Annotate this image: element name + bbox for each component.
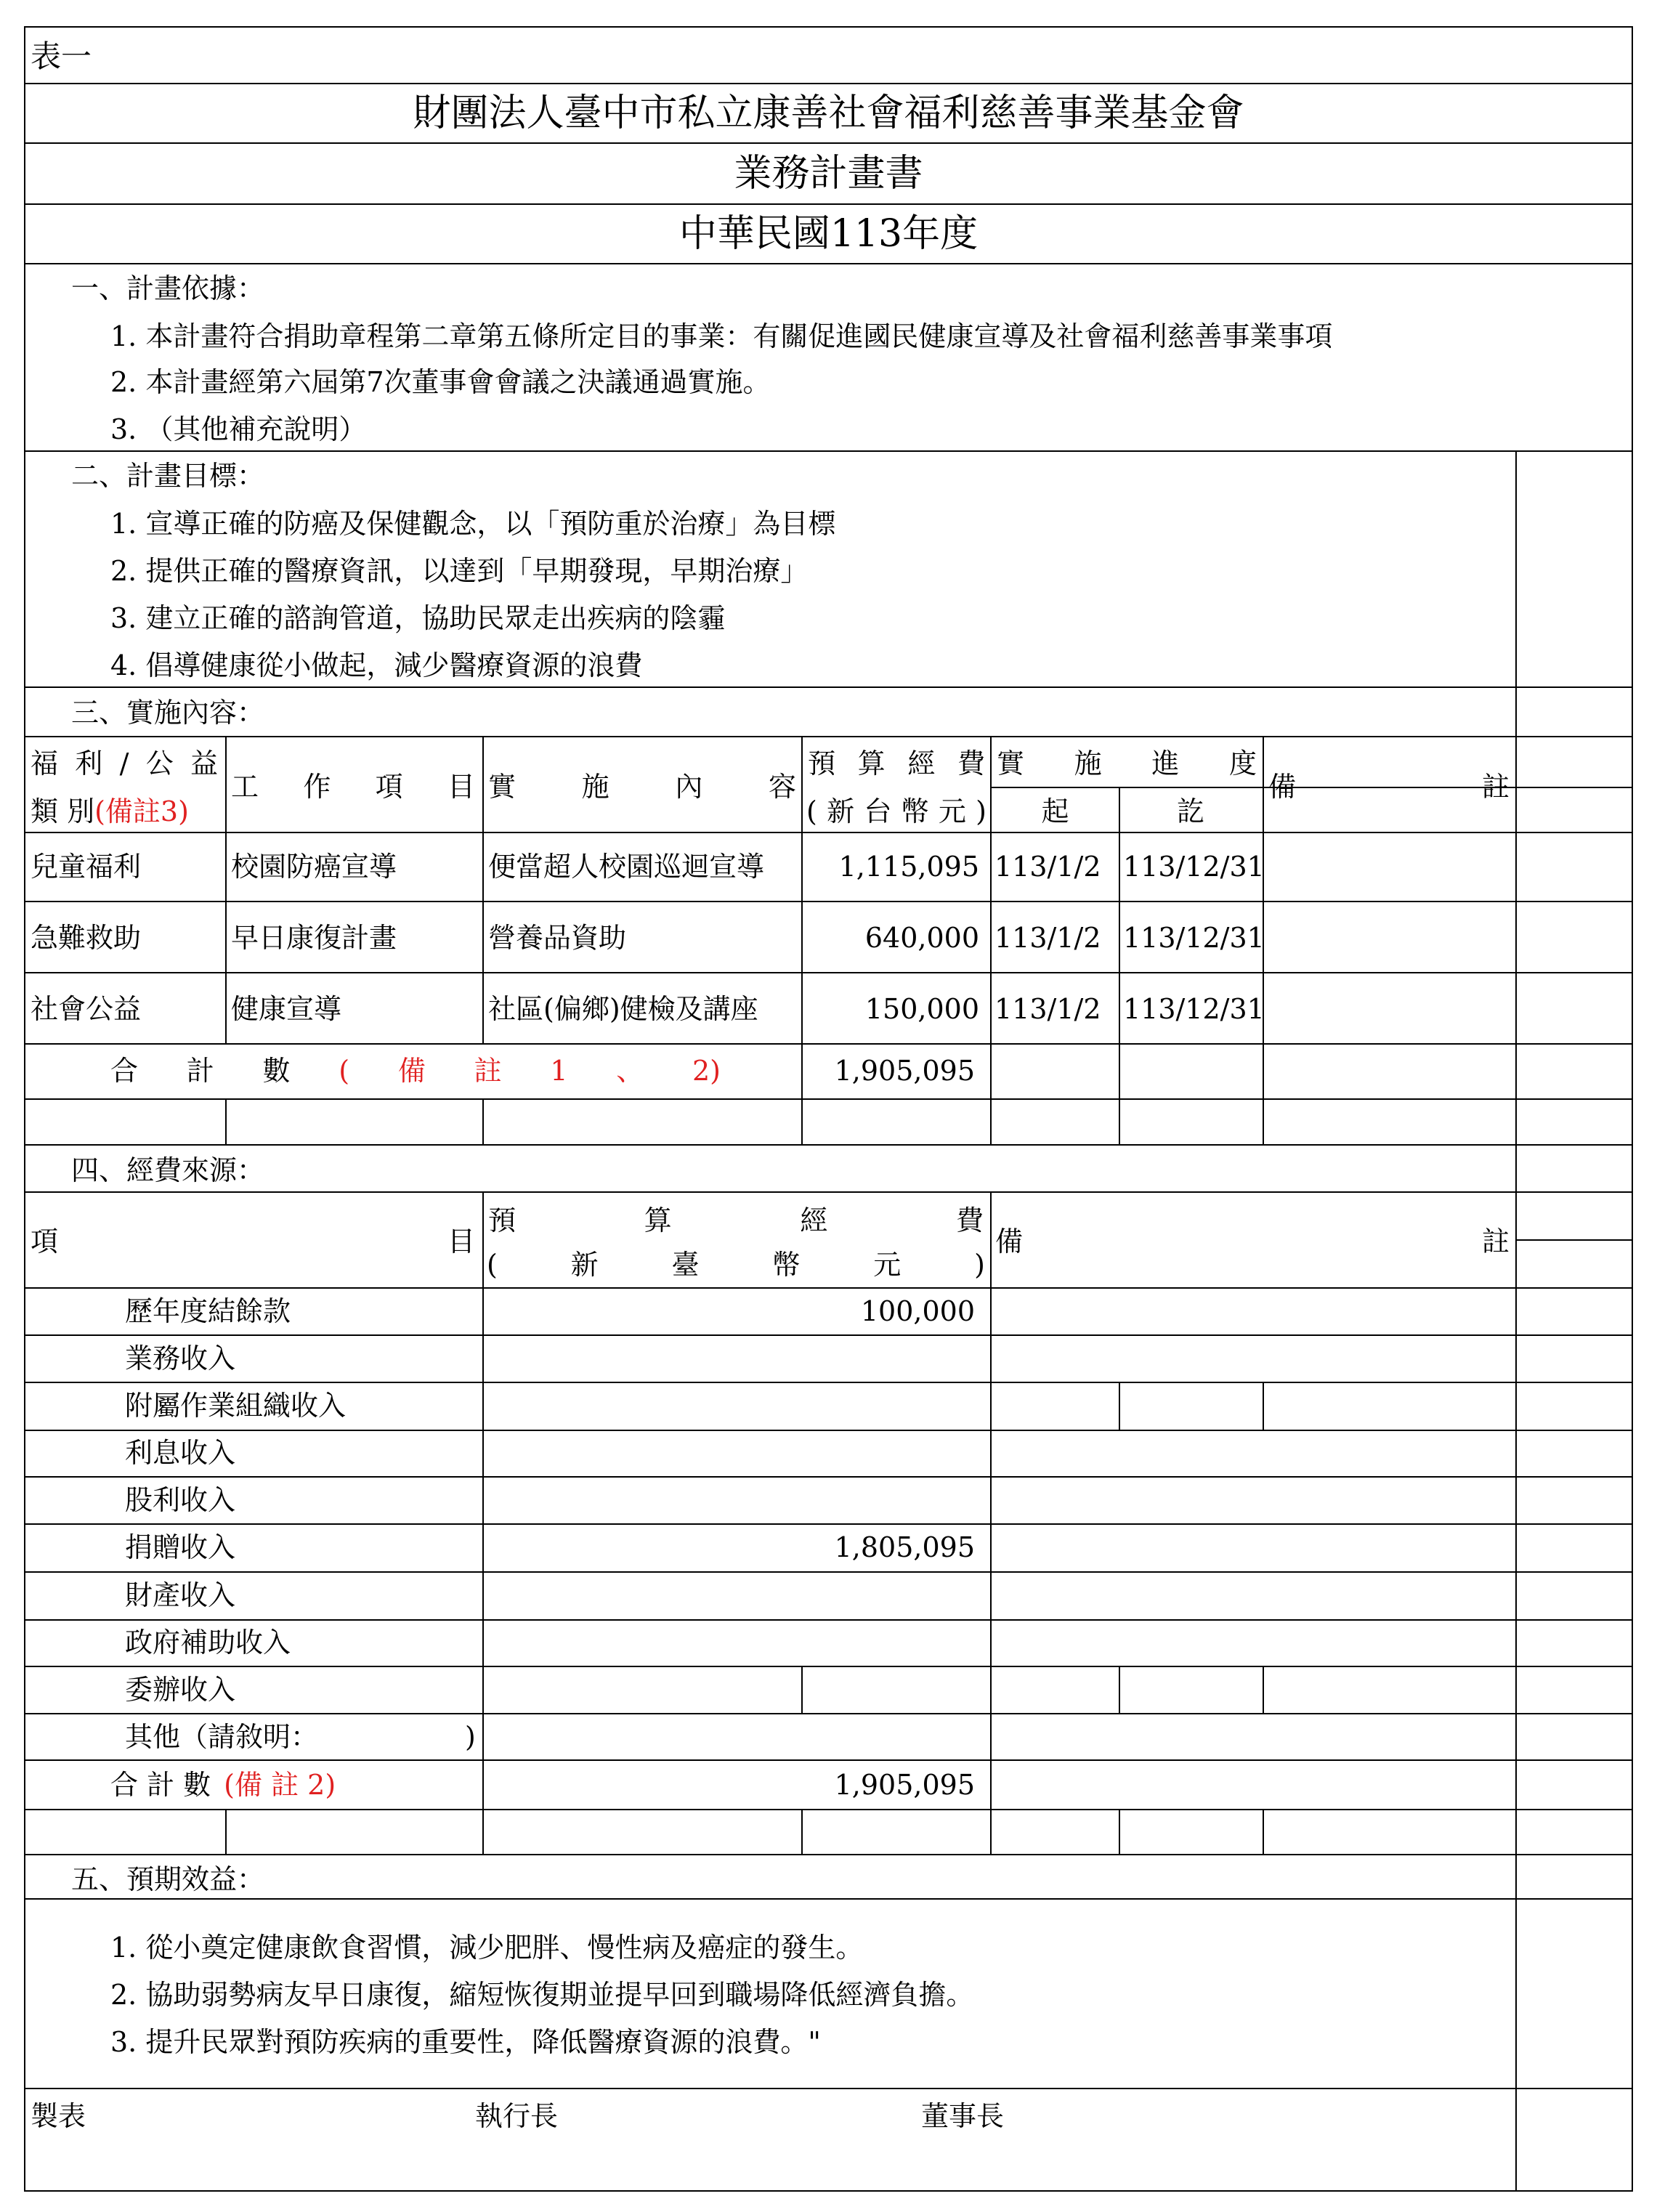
section4-total-label: 合 計 數 (備 註 2) [110, 1769, 336, 1801]
funding-source-label: 捐贈收入 [125, 1531, 236, 1563]
funding-source-label: 財產收入 [125, 1579, 236, 1611]
section2-item: 2. 提供正確的醫療資訊，以達到「早期發現，早期治療」 [110, 555, 809, 587]
funding-source-label: 附屬作業組織收入 [125, 1390, 347, 1422]
section3-heading: 三、實施內容： [71, 697, 265, 729]
budget-header-unit: ( 新 台 幣 元 ) [806, 795, 986, 827]
section2-item: 3. 建立正確的諮詢管道，協助民眾走出疾病的陰霾 [110, 602, 726, 634]
funding-other-label: 其他（請敘明： [125, 1721, 319, 1753]
funding-other-close: ) [465, 1721, 476, 1753]
row-category: 兒童福利 [31, 851, 142, 883]
funding-source-value: 100,000 [860, 1295, 975, 1327]
progress-end-header: 訖 [1176, 795, 1204, 827]
row-start-date: 113/1/2 [994, 993, 1101, 1025]
remarks-header: 備 註 [1268, 771, 1510, 803]
section5-heading: 五、預期效益： [71, 1863, 265, 1895]
category-header-sub: 類 別(備註3) [31, 795, 189, 827]
row-start-date: 113/1/2 [994, 922, 1101, 954]
budget-header: 預 算 經 費 [808, 748, 985, 779]
row-category: 社會公益 [31, 993, 142, 1025]
funding-source-label: 股利收入 [125, 1484, 236, 1516]
fiscal-year: 中華民國113年度 [678, 212, 979, 256]
content-header: 實 施 內 容 [488, 771, 796, 803]
section5-item: 3. 提升民眾對預防疾病的重要性，降低醫療資源的浪費。" [110, 2026, 821, 2058]
progress-start-header: 起 [1041, 795, 1069, 827]
section2-heading: 二、計畫目標： [71, 460, 265, 492]
funding-budget-unit: ( 新 臺 幣 元 ) [487, 1249, 985, 1281]
organization-name: 財團法人臺中市私立康善社會福利慈善事業基金會 [413, 92, 1244, 135]
row-content: 便當超人校園巡迴宣導 [488, 851, 765, 883]
row-content: 營養品資助 [488, 922, 627, 954]
progress-header: 實 施 進 度 [997, 748, 1257, 779]
table-tag: 表一 [31, 39, 92, 74]
signature-prepared-by: 製表 [31, 2100, 86, 2132]
section3-total-value: 1,905,095 [834, 1055, 975, 1087]
funding-source-label: 歷年度結餘款 [125, 1295, 291, 1327]
section2-item: 1. 宣導正確的防癌及保健觀念，以「預防重於治療」為目標 [110, 508, 836, 540]
row-content: 社區(偏鄉)健檢及講座 [488, 993, 758, 1025]
section4-total-value: 1,905,095 [834, 1769, 975, 1801]
row-budget: 150,000 [864, 993, 979, 1025]
signature-ceo: 執行長 [475, 2100, 559, 2132]
funding-budget-header: 預 算 經 費 [488, 1204, 984, 1236]
row-end-date: 113/12/31 [1123, 993, 1265, 1025]
section4-heading: 四、經費來源： [71, 1154, 265, 1186]
section2-item: 4. 倡導健康從小做起，減少醫療資源的浪費 [110, 649, 643, 681]
funding-remarks-header: 備 註 [995, 1225, 1510, 1257]
work-item-header: 工 作 項 目 [231, 771, 475, 803]
funding-source-label: 業務收入 [125, 1342, 236, 1374]
funding-source-label: 政府補助收入 [125, 1626, 291, 1658]
row-category: 急難救助 [31, 922, 142, 954]
section1-item: 1. 本計畫符合捐助章程第二章第五條所定目的事業：有關促進國民健康宣導及社會福利慈善事業事項 [110, 320, 1333, 352]
signature-chairman: 董事長 [921, 2100, 1005, 2132]
funding-source-value: 1,805,095 [834, 1531, 975, 1563]
section1-item: 2. 本計畫經第六屆第7次董事會會議之決議通過實施。 [110, 366, 771, 398]
section3-total-label: 合 計 數 ( 備 註 1 、 2) [110, 1055, 721, 1087]
row-work-item: 健康宣導 [231, 993, 342, 1025]
row-budget: 640,000 [864, 922, 979, 954]
section5-item: 1. 從小奠定健康飲食習慣，減少肥胖、慢性病及癌症的發生。 [110, 1932, 864, 1964]
row-end-date: 113/12/31 [1123, 851, 1265, 883]
category-header: 福 利 / 公 益 [31, 748, 218, 779]
funding-source-label: 委辦收入 [125, 1674, 236, 1706]
funding-item-header: 項 目 [31, 1225, 475, 1257]
row-budget: 1,115,095 [838, 851, 979, 883]
row-start-date: 113/1/2 [994, 851, 1101, 883]
document-title: 業務計畫書 [734, 152, 923, 195]
funding-source-label: 利息收入 [125, 1437, 236, 1469]
section1-heading: 一、計畫依據： [71, 272, 265, 304]
section5-item: 2. 協助弱勢病友早日康復，縮短恢復期並提早回到職場降低經濟負擔。 [110, 1979, 974, 2011]
row-end-date: 113/12/31 [1123, 922, 1265, 954]
row-work-item: 校園防癌宣導 [231, 851, 397, 883]
section1-item: 3. （其他補充說明） [110, 413, 367, 445]
row-work-item: 早日康復計畫 [231, 922, 397, 954]
